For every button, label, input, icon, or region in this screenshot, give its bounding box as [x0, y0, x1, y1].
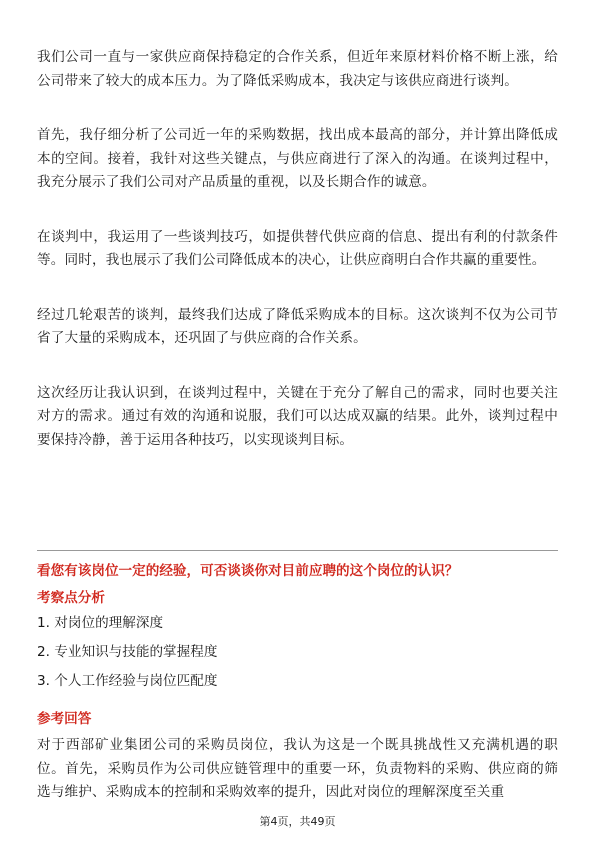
page-number: 第4页，共49页: [259, 815, 336, 828]
list-item: 1. 对岗位的理解深度: [37, 615, 164, 631]
interview-question: 看您有该岗位一定的经验，可否谈谈你对目前应聘的这个岗位的认识？: [37, 563, 459, 579]
body-paragraph: 这次经历让我认识到，在谈判过程中，关键在于充分了解自己的需求，同时也要关注对方的需求。通过有效的沟通和说服，我们可以达成双赢的结果。此外，谈判过程中要保持冷静，善于运用各种技巧，以实现谈判目标。: [37, 384, 558, 448]
body-paragraph: 首先，我仔细分析了公司近一年的采购数据，找出成本最高的部分，并计算出降低成本的空间。接着，我针对这些关键点，与供应商进行了深入的沟通。在谈判过程中，我充分展示了我们公司对产品质量的重视，以及长期合作的诚意。: [37, 127, 558, 190]
previous-answer-body: [37, 46, 558, 483]
list-item: 3. 个人工作经验与岗位匹配度: [37, 673, 218, 689]
analysis-list: [37, 613, 558, 700]
list-item: 2. 专业知识与技能的掌握程度: [37, 644, 218, 660]
body-paragraph: 在谈判中，我运用了一些谈判技巧，如提供替代供应商的信息、提出有利的付款条件等。同时，我也展示了我们公司降低成本的决心，让供应商明白合作共赢的重要性。: [37, 228, 558, 268]
section-divider: [37, 550, 558, 551]
analysis-heading: 考察点分析: [37, 590, 105, 606]
reference-heading: 参考回答: [37, 711, 92, 727]
reference-answer: 对于西部矿业集团公司的采购员岗位，我认为这是一个既具挑战性又充满机遇的职位。首先，采购员作为公司供应链管理中的重要一环，负责物料的采购、供应商的筛选与维护、采购成本的控制和采购效率的提升，因此对岗位的理解深度至关重: [37, 737, 558, 800]
body-paragraph: 我们公司一直与一家供应商保持稳定的合作关系，但近年来原材料价格不断上涨，给公司带来了较大的成本压力。为了降低采购成本，我决定与该供应商进行谈判。: [37, 49, 558, 89]
body-paragraph: 经过几轮艰苦的谈判，最终我们达成了降低采购成本的目标。这次谈判不仅为公司节省了大量的采购成本，还巩固了与供应商的合作关系。: [37, 306, 558, 346]
